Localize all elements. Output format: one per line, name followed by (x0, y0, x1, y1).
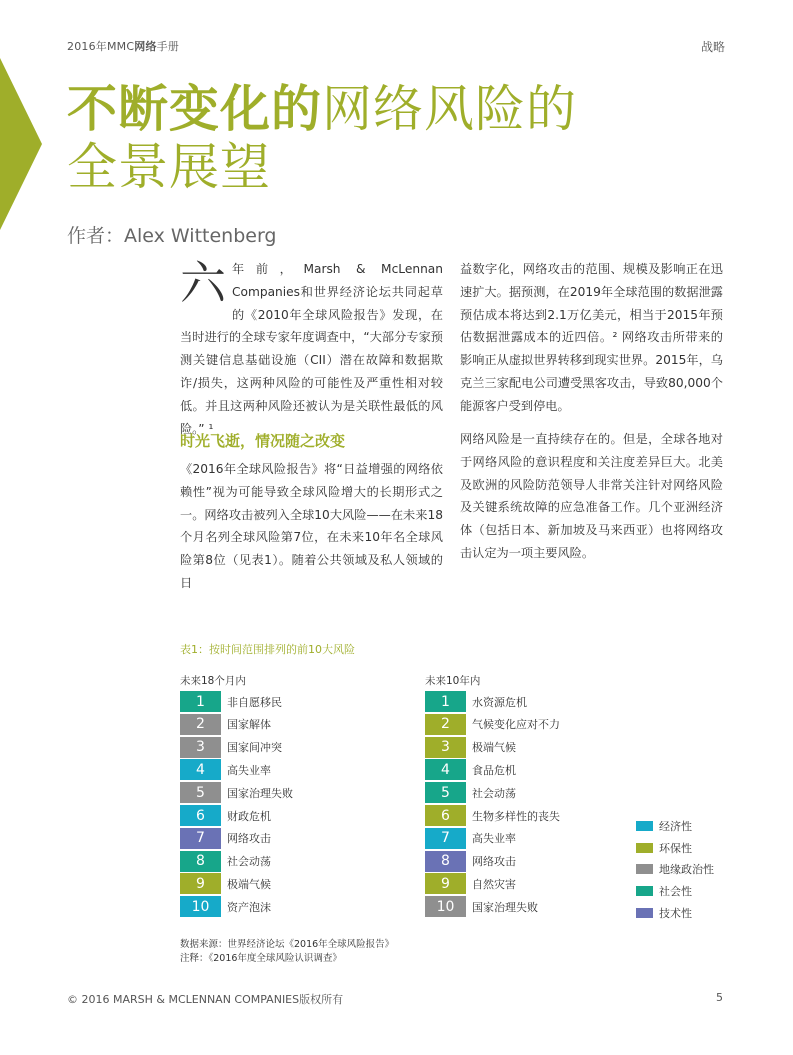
section-label: 战略 (700, 40, 725, 54)
risk-rank: 4 (425, 759, 466, 780)
risk-rank: 6 (425, 805, 466, 826)
risk-rank: 9 (425, 873, 466, 894)
paragraph-3: 益数字化，网络攻击的范围、规模及影响正在迅速扩大。据预测，在2019年全球范围的数据泄露预估成本将达到2.1万亿美元，相当于2015年预估数据泄露成本的近四倍。² 网络攻击所带来的影响正从虚拟世界转移到现实世界。2015年，乌克兰三家配电公司遭受黑客攻击，导致80,000个能源客户受到停电。 (460, 262, 723, 413)
right-risk-row (425, 828, 516, 849)
left-risk-row (180, 759, 271, 780)
legend-label: 技术性 (659, 906, 692, 920)
risk-rank: 5 (425, 782, 466, 803)
risk-label: 国家治理失败 (227, 786, 293, 800)
risk-rank: 8 (425, 851, 466, 872)
legend-swatch (636, 908, 653, 918)
legend-swatch (636, 843, 653, 853)
running-header (67, 38, 179, 54)
left-risk-row (180, 828, 271, 849)
risk-rank: 4 (180, 759, 221, 780)
risk-rank: 8 (180, 851, 221, 872)
risk-label: 生物多样性的丧失 (472, 809, 560, 823)
risk-rank: 10 (425, 896, 466, 917)
right-risk-row (425, 759, 516, 780)
legend-label: 经济性 (659, 820, 692, 833)
right-risk-row (425, 851, 516, 872)
left-risk-row (180, 805, 271, 826)
risk-label: 自然灾害 (472, 877, 516, 891)
left-risk-row (180, 782, 293, 803)
left-column-header: 未来18个月内 (180, 675, 246, 687)
legend-swatch (636, 821, 653, 831)
survey-note: 注释：《2016年度全球风险认识调查》 (180, 953, 342, 964)
intro-paragraph (180, 258, 443, 440)
right-risk-row (425, 896, 538, 917)
risk-rank: 3 (180, 737, 221, 758)
title-rest: 网络风险的 (322, 80, 577, 138)
right-risk-row (425, 805, 560, 826)
right-risk-row (425, 873, 516, 894)
risk-rank: 3 (425, 737, 466, 758)
risk-rank: 5 (180, 782, 221, 803)
legend-item (636, 883, 692, 899)
legend-item (636, 818, 692, 834)
page-title (67, 80, 577, 196)
header-bold: 网络 (134, 40, 157, 53)
title-bold: 不断变化的 (67, 80, 322, 138)
left-risk-row (180, 873, 271, 894)
legend-swatch (636, 886, 653, 896)
risk-rank: 2 (425, 714, 466, 735)
risk-label: 社会动荡 (227, 855, 271, 869)
header-suffix: 手册 (156, 40, 180, 53)
risk-label: 食品危机 (472, 763, 516, 777)
right-risk-row (425, 714, 560, 735)
risk-label: 高失业率 (472, 832, 516, 846)
left-risk-row (180, 691, 282, 712)
intro-text: 年前，Marsh & McLennan Companies和世界经济论坛共同起草的《2010年全球风险报告》发现，在当时进行的全球专家年度调查中，“大部分专家预测关键信息基础设施（CII）潜在故障和数据欺诈/损失，这两种风险的可能性及严重性相对较低。并且这两种风险还被认为是关联性最低的风险。” ¹ (180, 262, 443, 436)
risk-rank: 7 (425, 828, 466, 849)
decorative-triangle (0, 58, 42, 230)
risk-rank: 1 (180, 691, 221, 712)
risk-label: 财政危机 (227, 809, 271, 823)
legend-item (636, 905, 692, 921)
left-risk-row (180, 737, 282, 758)
right-risk-row (425, 782, 516, 803)
left-risk-row (180, 714, 271, 735)
paragraph-4: 网络风险是一直持续存在的。但是，全球各地对于网络风险的意识程度和关注度差异巨大。北美及欧洲的风险防范领导人非常关注针对网络风险及关键系统故障的应急准备工作。几个亚洲经济体（包括日本、新加坡及马来西亚）也将网络攻击认定为一项主要风险。 (460, 432, 723, 560)
legend-item (636, 861, 714, 877)
legend-label: 社会性 (659, 885, 692, 899)
risk-label: 高失业率 (227, 763, 271, 777)
risk-label: 国家间冲突 (227, 741, 282, 755)
risk-label: 网络攻击 (472, 855, 516, 869)
risk-rank: 9 (180, 873, 221, 894)
risk-label: 非自愿移民 (227, 695, 282, 709)
risk-label: 极端气候 (227, 877, 271, 891)
right-risk-row (425, 691, 527, 712)
paragraph-2: 《2016年全球风险报告》将“日益增强的网络依赖性”视为可能导致全球风险增大的长期形式之一。网络攻击被列入全球10大风险——在未来18个月名列全球风险第7位，在未来10年名全球风险第8位（见表1）。随着公共领域及私人领域的日 (180, 462, 443, 590)
risk-rank: 2 (180, 714, 221, 735)
legend-label: 环保性 (659, 841, 692, 855)
risk-label: 极端气候 (472, 741, 516, 755)
copyright: © 2016 MARSH & MCLENNAN COMPANIES版权所有 (67, 993, 344, 1006)
left-risk-row (180, 851, 271, 872)
risk-rank: 10 (180, 896, 221, 917)
section-subheading: 时光飞逝，情况随之改变 (180, 432, 346, 450)
legend-item (636, 840, 692, 856)
page-number: 5 (716, 991, 723, 1004)
author-byline: 作者：Alex Wittenberg (67, 225, 277, 247)
risk-label: 国家解体 (227, 718, 271, 732)
risk-rank: 7 (180, 828, 221, 849)
table-caption: 表1：按时间范围排列的前10大风险 (180, 643, 355, 656)
risk-label: 网络攻击 (227, 832, 271, 846)
risk-label: 气候变化应对不力 (472, 718, 560, 732)
header-prefix: 2016年MMC (67, 40, 135, 53)
risk-rank: 6 (180, 805, 221, 826)
risk-label: 资产泡沫 (227, 900, 271, 914)
left-risk-row (180, 896, 271, 917)
legend-label: 地缘政治性 (659, 863, 714, 877)
risk-label: 水资源危机 (472, 695, 527, 709)
title-line2: 全景展望 (67, 138, 271, 196)
right-risk-row (425, 737, 516, 758)
source-note: 数据来源：世界经济论坛《2016年全球风险报告》 (180, 939, 395, 950)
right-column-header: 未来10年内 (425, 675, 481, 687)
legend-swatch (636, 864, 653, 874)
risk-label: 社会动荡 (472, 786, 516, 800)
drop-cap: 六 (180, 256, 226, 310)
risk-label: 国家治理失败 (472, 900, 538, 914)
risk-rank: 1 (425, 691, 466, 712)
